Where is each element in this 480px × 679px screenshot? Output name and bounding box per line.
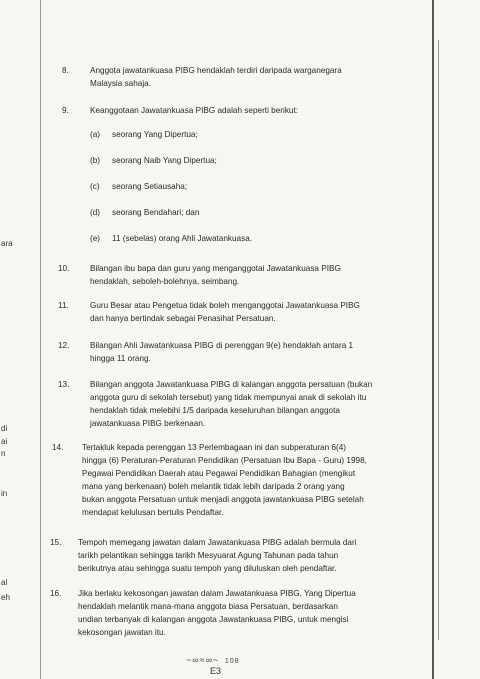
clause-line: tarikh pelantikan sehingga tarikh Mesyuarat Agung Tahunan pada tahun: [78, 551, 339, 560]
clause-number: 12.: [58, 341, 70, 350]
subitem-text: seorang Setiausaha;: [112, 182, 188, 191]
clause-line: hingga 11 orang.: [90, 354, 151, 363]
edge-fragment: n: [1, 449, 6, 458]
page-number: E3: [210, 666, 222, 676]
clause-line: kekosongan jawatan itu.: [78, 628, 166, 637]
clause-number: 9.: [62, 106, 69, 115]
clause-line: undian terbanyak di kalangan anggota Jawatankuasa PIBG, untuk mengisi: [78, 615, 349, 624]
clause-line: hingga (6) Peraturan-Peraturan Pendidikan (Persatuan Ibu Bapa - Guru) 1998,: [82, 456, 367, 465]
subitem-label: (b): [90, 156, 101, 165]
clause-line: Bilangan ibu bapa dan guru yang menganggotai Jawatankuasa PIBG: [90, 264, 341, 273]
clause-line: Guru Besar atau Pengetua tidak boleh menganggotai Jawatankuasa PIBG: [90, 301, 360, 310]
right-margin-line: [432, 0, 434, 679]
clause-line: jawatankuasa PIBG berkenaan.: [90, 419, 206, 428]
subitem-text: 11 (sebelas) orang Ahli Jawatankuasa.: [112, 234, 253, 243]
clause-line: Bilangan Ahli Jawatankuasa PIBG di perenggan 9(e) hendaklah antara 1: [90, 341, 354, 350]
clause-line: Keanggotaan Jawatankuasa PIBG adalah seperti berikut:: [90, 106, 299, 115]
edge-fragment: al: [1, 578, 8, 587]
edge-fragment: eh: [1, 593, 10, 602]
edge-fragment: in: [1, 489, 8, 498]
footer-ornament: [186, 655, 240, 665]
clause-line: anggota guru di sekolah tersebut) yang tidak mempunyai anak di sekolah itu: [90, 393, 367, 402]
clause-line: Anggota jawatankuasa PIBG hendaklah terdiri daripada warganegara: [90, 66, 342, 75]
clause-line: mana yang berkenaan) boleh melantik tidak lebih daripada 2 orang yang: [82, 482, 345, 491]
clause-line: Pegawai Pendidikan Daerah atau Pegawai Pendidikan Bahagian (mengikut: [82, 469, 356, 478]
clause-line: Bilangan anggota Jawatankuasa PIBG di kalangan anggota persatuan (bukan: [90, 380, 373, 389]
left-margin-line: [40, 0, 41, 679]
clause-line: Tempoh memegang jawatan dalam Jawatankuasa PIBG adalah bermula dari: [78, 538, 357, 547]
clause-line: hendaklah melantik mana-mana anggota biasa Persatuan, berdasarkan: [78, 602, 338, 611]
edge-fragment: ai: [1, 437, 8, 446]
footer-ornament-glyphs: ~∞≈∞~: [186, 655, 220, 665]
clause-line: mendapat kelulusan bertulis Pendaftar.: [82, 508, 224, 517]
clause-line: dan hanya bertindak sebagai Penasihat Persatuan.: [90, 314, 276, 323]
clause-number: 10.: [58, 264, 70, 273]
footer-page-mark: 108: [224, 658, 240, 665]
subitem-label: (c): [90, 182, 100, 191]
edge-fragment: ara: [1, 239, 13, 248]
clause-number: 15.: [50, 538, 62, 547]
right-margin-line-secondary: [438, 40, 439, 640]
clause-number: 14.: [52, 443, 64, 452]
clause-line: berikutnya atau sehingga suatu tempoh yang diluluskan oleh pendaftar.: [78, 564, 337, 573]
subitem-label: (e): [90, 234, 101, 243]
clause-number: 13.: [58, 380, 70, 389]
clause-line: hendaklah, seboleh-bolehnya, seimbang.: [90, 277, 240, 286]
clause-line: Jika berlaku kekosongan jawatan dalam Jawatankuasa PIBG, Yang Dipertua: [78, 589, 356, 598]
clause-number: 11.: [58, 301, 69, 310]
clause-line: hendaklah tidak melebihi 1/5 daripada keseluruhan bilangan anggota: [90, 406, 340, 415]
subitem-text: seorang Naib Yang Dipertua;: [112, 156, 217, 165]
clause-line: Tertakluk kepada perenggan 13 Perlembagaan ini dan subperaturan 6(4): [82, 443, 346, 452]
clause-number: 8.: [62, 66, 69, 75]
clause-line: bukan anggota Persatuan untuk menjadi anggota jawatankuasa PIBG setelah: [82, 495, 364, 504]
subitem-label: (d): [90, 208, 101, 217]
subitem-label: (a): [90, 130, 101, 139]
clause-line: Malaysia sahaja.: [90, 79, 151, 88]
clause-number: 16.: [50, 589, 62, 598]
edge-fragment: di: [1, 424, 8, 433]
subitem-text: seorang Bendahari; dan: [112, 208, 200, 217]
subitem-text: seorang Yang Dipertua;: [112, 130, 198, 139]
